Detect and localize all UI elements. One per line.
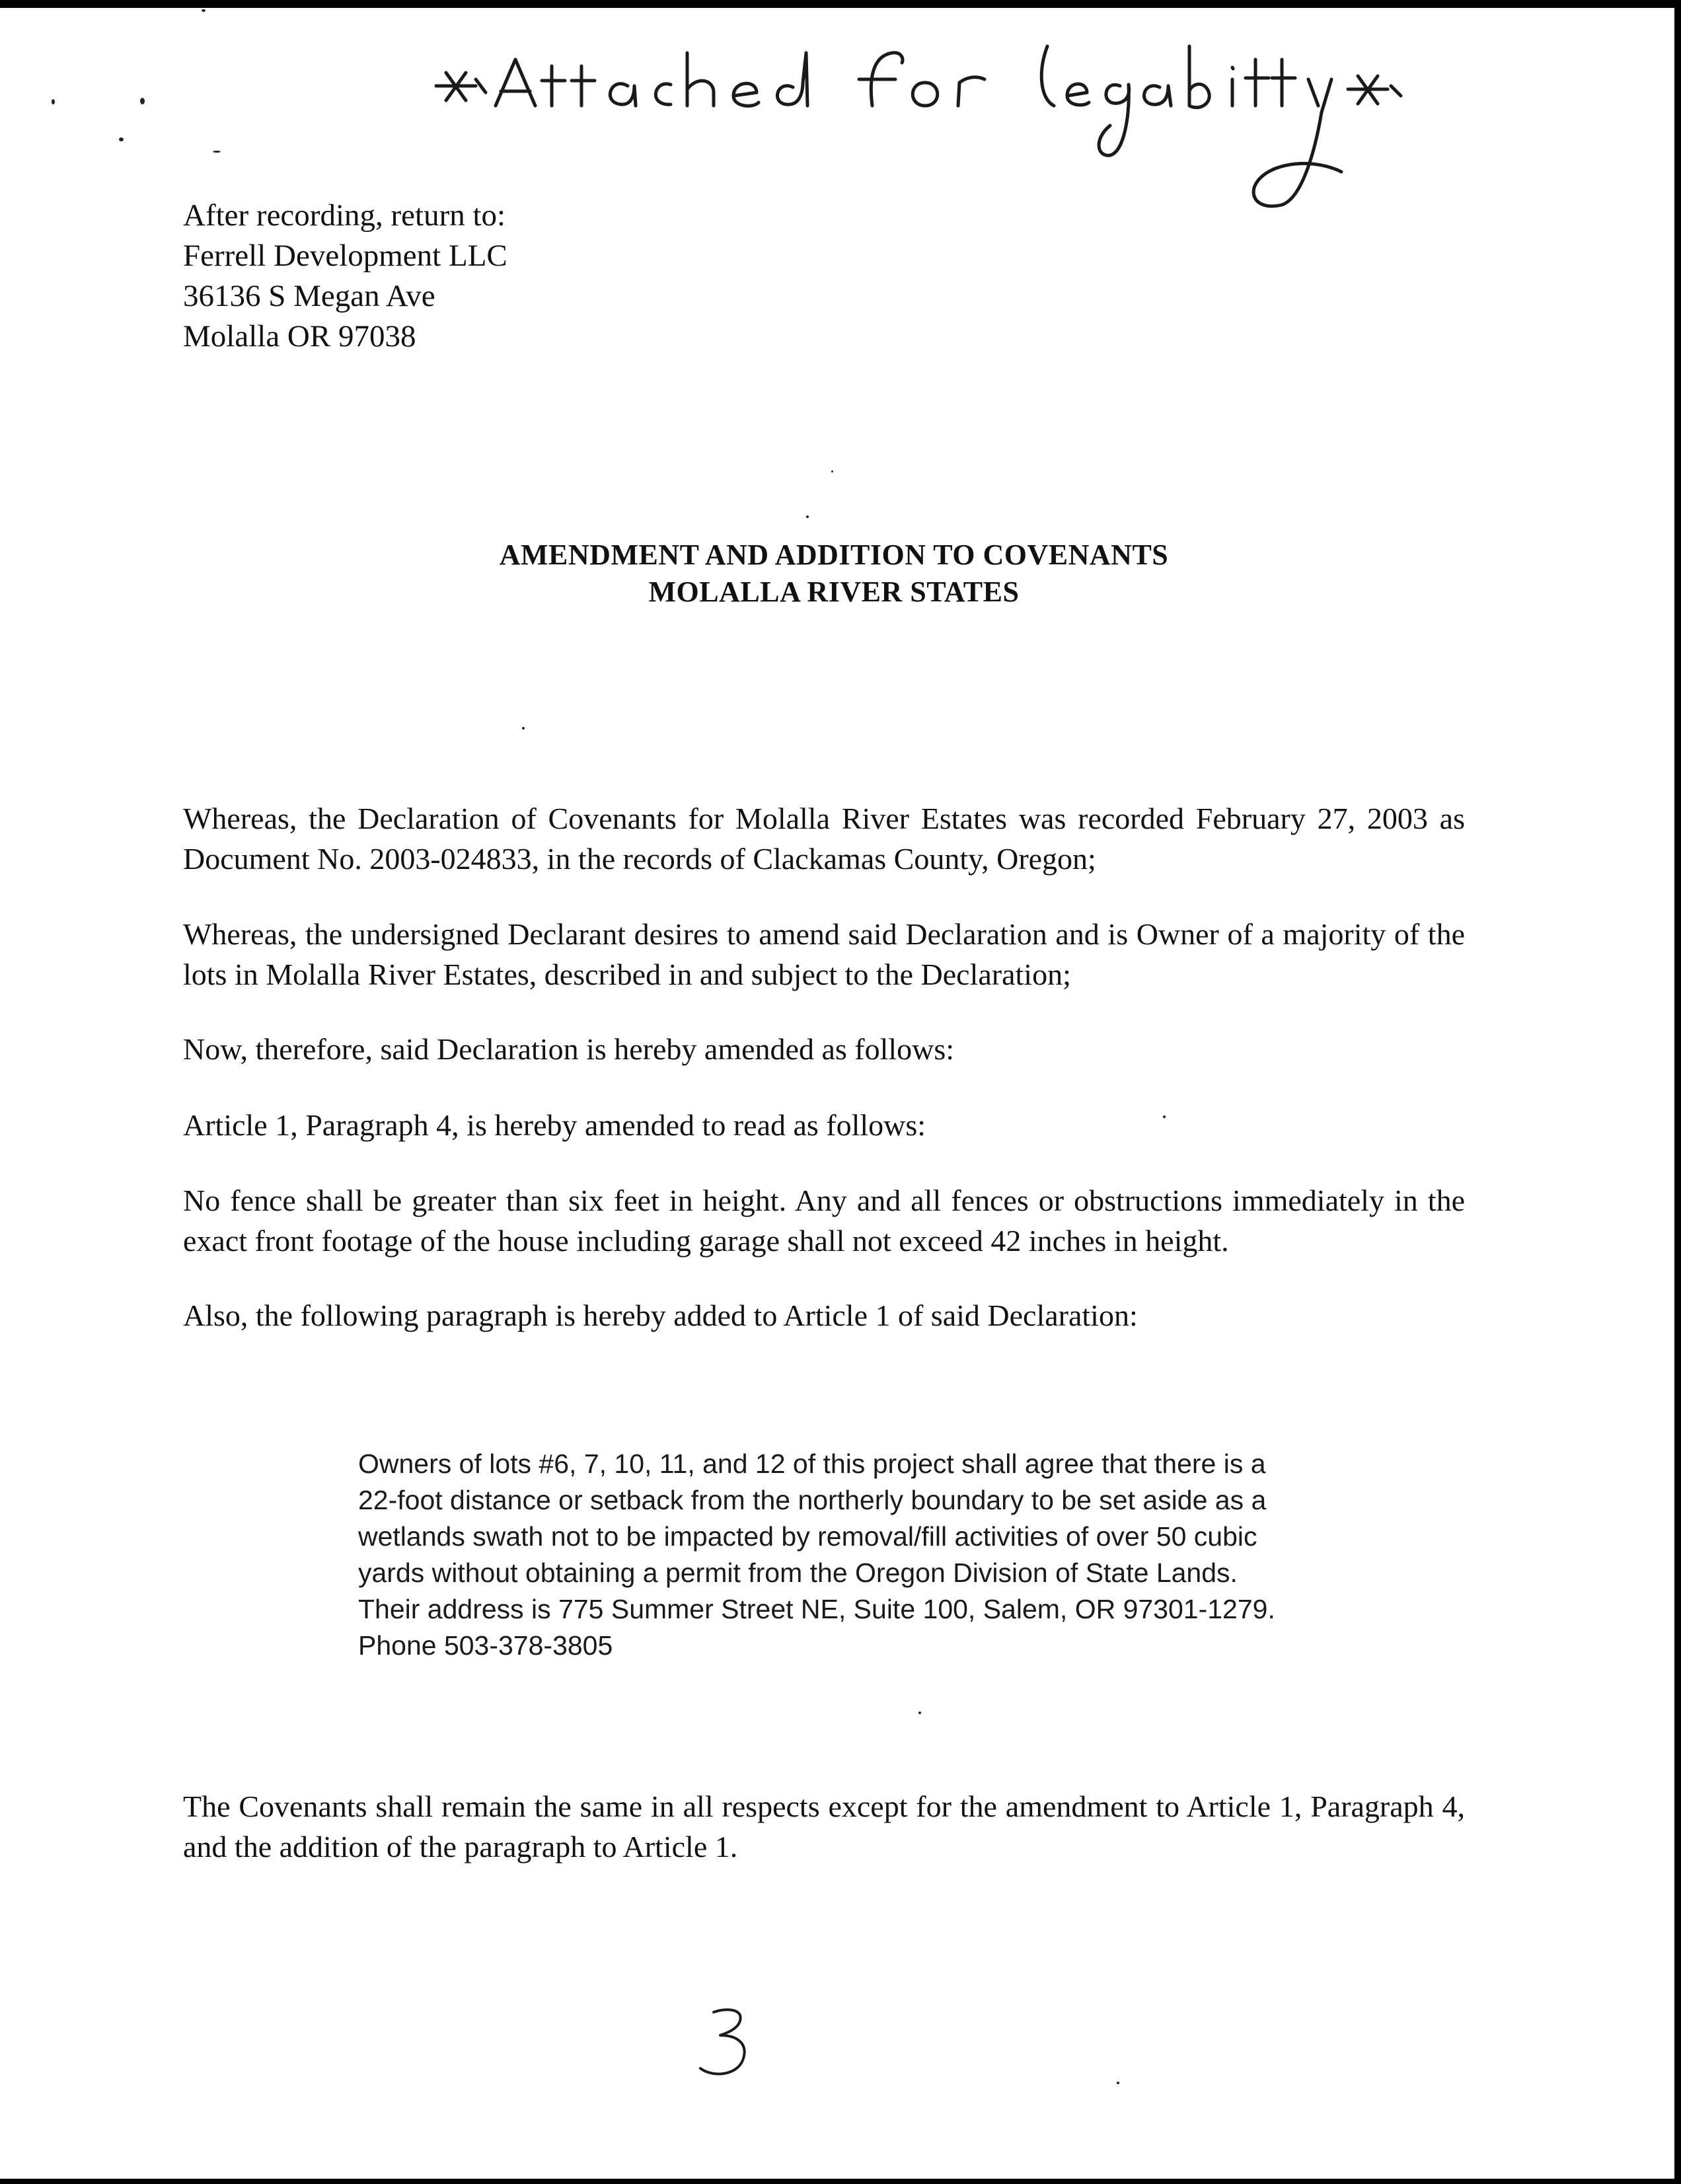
added-paragraph-line: Owners of lots #6, 7, 10, 11, and 12 of this project shall agree that there is a xyxy=(358,1449,1266,1479)
return-instruction: After recording, return to: xyxy=(183,198,506,233)
added-paragraph-line: yards without obtaining a permit from the Oregon Division of State Lands. xyxy=(358,1558,1238,1588)
title-line-1: AMENDMENT AND ADDITION TO COVENANTS xyxy=(499,539,1169,571)
also-added-paragraph: Also, the following paragraph is hereby added to Article 1 of said Declaration: xyxy=(183,1299,1138,1332)
scan-speck xyxy=(806,515,809,518)
scan-border-right xyxy=(1674,0,1681,2184)
document-title xyxy=(0,537,1681,611)
scan-speck xyxy=(831,471,833,472)
closing-paragraph: The Covenants shall remain the same in all respects except for the amendment to Article 1, Paragraph 4, and the addition of the paragraph to Article 1. xyxy=(183,1789,1465,1864)
added-paragraph-line: Their address is 775 Summer Street NE, Suite 100, Salem, OR 97301-1279. xyxy=(358,1594,1275,1624)
whereas-recorded-paragraph: Whereas, the Declaration of Covenants for Molalla River Estates was recorded February 27, 2003 as Document No. 2003-024833, in the records of Clackamas County, Oregon; xyxy=(183,802,1465,876)
scan-border-top xyxy=(0,0,1681,8)
added-paragraph-line: Phone 503-378-3805 xyxy=(358,1630,613,1661)
scan-speck xyxy=(140,98,145,104)
title-line-2: MOLALLA RIVER STATES xyxy=(648,576,1020,608)
handwritten-annotation xyxy=(423,40,1454,238)
article-amended-paragraph: Article 1, Paragraph 4, is hereby amended to read as follows: xyxy=(183,1108,926,1142)
now-therefore-paragraph: Now, therefore, said Declaration is hereby amended as follows: xyxy=(183,1032,955,1066)
scan-speck xyxy=(119,137,124,141)
scan-speck xyxy=(1163,1115,1166,1118)
scan-border-bottom xyxy=(0,2179,1681,2184)
handwritten-page-number xyxy=(687,2002,766,2088)
added-paragraph-line: wetlands swath not to be impacted by removal/fill activities of over 50 cubic xyxy=(358,1521,1257,1552)
return-address-block xyxy=(183,196,507,357)
scan-speck xyxy=(202,9,205,12)
scan-speck xyxy=(522,727,525,730)
return-city: Molalla OR 97038 xyxy=(183,319,416,354)
added-paragraph-block xyxy=(358,1446,1349,1664)
return-company: Ferrell Development LLC xyxy=(183,239,507,273)
scan-speck xyxy=(918,1712,921,1714)
whereas-declarant-paragraph: Whereas, the undersigned Declarant desires to amend said Declaration and is Owner of a majority of the lots in Molalla River Estates, described in and subject to the Declaration; xyxy=(183,917,1465,991)
scan-speck xyxy=(213,151,221,153)
return-street: 36136 S Megan Ave xyxy=(183,279,435,313)
scan-speck xyxy=(1117,2082,1119,2084)
added-paragraph-line: 22-foot distance or setback from the northerly boundary to be set aside as a xyxy=(358,1485,1267,1515)
fence-rule-paragraph: No fence shall be greater than six feet in height. Any and all fences or obstructions immediately in the exact front footage of the house including garage shall not exceed 42 inches in height. xyxy=(183,1184,1465,1258)
scan-speck xyxy=(52,99,55,104)
